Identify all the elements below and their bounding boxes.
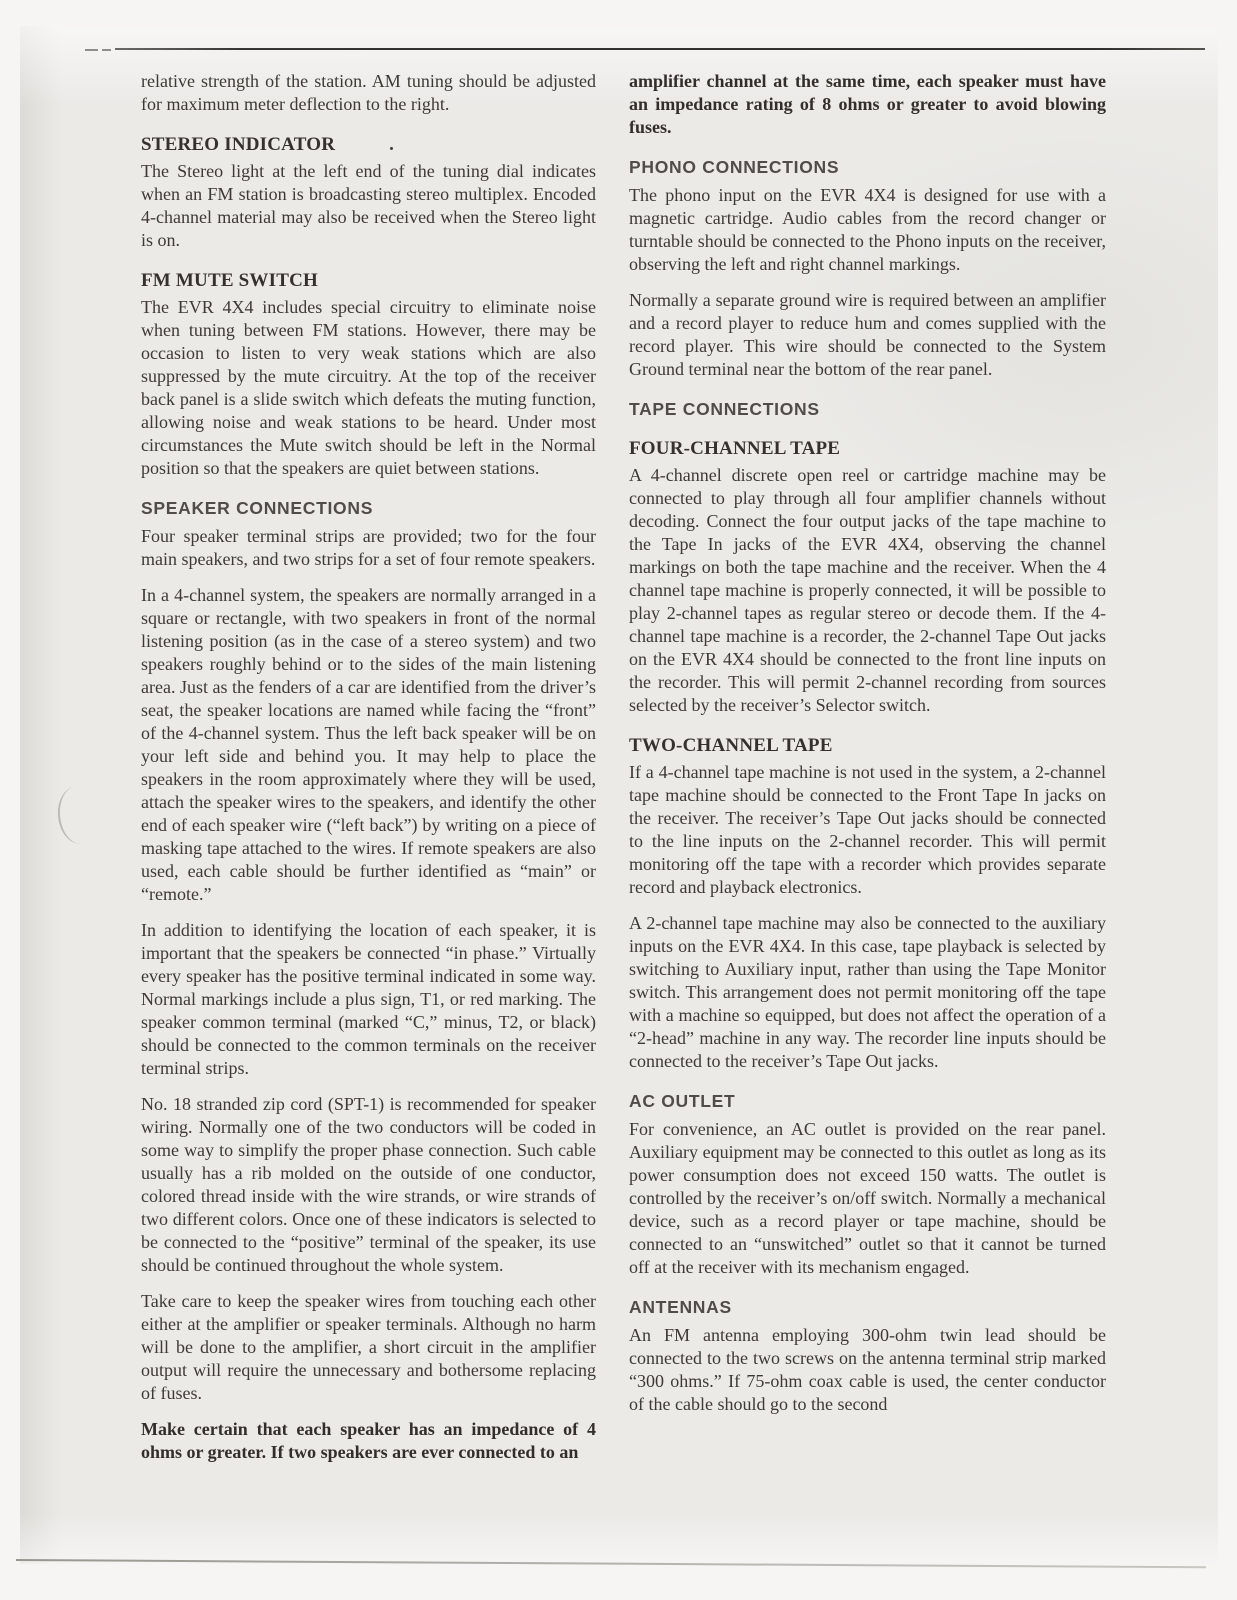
paragraph: The Stereo light at the left end of the tuning dial indicates when an FM station is broadcasting stereo multiplex. Encoded 4-channel material may also be received when the Stereo light is on. [141,161,596,250]
top-rule [115,48,1205,50]
paragraph: An FM antenna employing 300-ohm twin lead should be connected to the two screws on the antenna terminal strip marked “300 ohms.” If 75-ohm coax cable is used, the center conductor of the cable should go to the second [629,1325,1106,1414]
paragraph: The EVR 4X4 includes special circuitry to eliminate noise when tuning between FM stations. However, there may be occasion to listen to very weak stations which are also suppressed by the mute circuitry. At the top of the receiver back panel is a slide switch which defeats the muting function, allowing noise and weak stations to be heard. Under most circumstances the Mute switch should be left in the Normal position so that the speakers are quiet between stations. [141,297,596,478]
top-rule-dash [85,49,98,51]
paragraph: relative strength of the station. AM tuning should be adjusted for maximum meter deflection to the right. [141,71,596,114]
section-heading-tape-connections: TAPE CONNECTIONS [629,399,820,419]
paragraph: In a 4-channel system, the speakers are normally arranged in a square or rectangle, with two speakers in front of the normal listening position (as in the case of a stereo system) and two speakers roughly behind or to the sides of the main listening area. Just as the fenders of a car are identified from the driver’s seat, the speaker locations are named while facing the “front” of the 4-channel system. Thus the left back speaker will be on your left side and behind you. It may help to place the speakers in the room approximately where they will be used, attach the speaker wires to the speakers, and identify the other end of each speaker wire (“left back”) by writing on a piece of masking tape attached to the wires. If remote speakers are also used, each cable should be further identified as “main” or “remote.” [141,585,596,904]
section-heading-two-channel-tape: TWO-CHANNEL TAPE [629,735,833,756]
section-heading-phono-connections: PHONO CONNECTIONS [629,157,840,177]
paragraph: In addition to identifying the location of each speaker, it is important that the speakers be connected “in phase.” Virtually every speaker has the positive terminal indicated in some way. Normal markings include a plus sign, T1, or red marking. The speaker common terminal (marked “C,” minus, T2, or black) should be connected to the common terminals on the receiver terminal strips. [141,920,596,1078]
section-heading-stereo-indicator [141,133,596,156]
section-heading-four-channel-tape: FOUR-CHANNEL TAPE [629,438,841,459]
paragraph: For convenience, an AC outlet is provided on the rear panel. Auxiliary equipment may be connected to this outlet as long as its power consumption does not exceed 150 watts. The outlet is controlled by the receiver’s on/off switch. Normally a mechanical device, such as a record player or tape machine, should be connected to an “unswitched” outlet so that it cannot be turned off at the receiver with its mechanism engaged. [629,1119,1106,1277]
section-heading-ac-outlet: AC OUTLET [629,1091,736,1111]
paragraph: Take care to keep the speaker wires from touching each other either at the amplifier or speaker terminals. Although no harm will be done to the amplifier, a short circuit in the amplifier output will require the unnecessary and bothersome replacing of fuses. [141,1291,596,1403]
paragraph-bold: amplifier channel at the same time, each speaker must have an impedance rating of 8 ohms or greater to avoid blowing fuses. [629,71,1106,137]
paragraph: No. 18 stranded zip cord (SPT-1) is recommended for speaker wiring. Normally one of the two conductors will be coded in some way to simplify the proper phase connection. Such cable usually has a rib molded on the outside of one conductor, colored thread inside with the wire strands, or wire strands of two different colors. Once one of these indicators is selected to be connected to the “positive” terminal of the speaker, its use should be continued throughout the whole system. [141,1094,596,1275]
paragraph: A 2-channel tape machine may also be connected to the auxiliary inputs on the EVR 4X4. In this case, tape playback is selected by switching to Auxiliary input, rather than using the Tape Monitor switch. This arrangement does not permit monitoring off the tape with a machine so equipped, but does not affect the operation of a “2-head” machine in any way. The recorder line inputs should be connected to the receiver’s Tape Out jacks. [629,913,1106,1071]
stray-dot-mark: . [389,134,395,155]
top-rule-dash [102,49,111,51]
section-heading-label: STEREO INDICATOR [141,134,336,155]
paragraph: Four speaker terminal strips are provided; two for the four main speakers, and two strips for a set of four remote speakers. [141,526,596,569]
section-heading-speaker-connections: SPEAKER CONNECTIONS [141,498,374,518]
section-heading-antennas: ANTENNAS [629,1297,732,1317]
paragraph: If a 4-channel tape machine is not used in the system, a 2-channel tape machine should be connected to the Front Tape In jacks on the receiver. The receiver’s Tape Out jacks should be connected to the line inputs on the 2-channel recorder. This will permit monitoring off the tape with a recorder which provides separate record and playback electronics. [629,762,1106,897]
paragraph: Normally a separate ground wire is required between an amplifier and a record player to reduce hum and comes supplied with the record player. This wire should be connected to the System Ground terminal near the bottom of the rear panel. [629,290,1106,379]
right-column [629,70,1106,1429]
paragraph: A 4-channel discrete open reel or cartridge machine may be connected to play through all four amplifier channels without decoding. Connect the four output jacks of the tape machine to the Tape In jacks of the EVR 4X4, observing the channel markings on both the tape machine and the receiver. When the 4 channel tape machine is properly connected, it will be possible to play 2-channel tapes as regular stereo or decode them. If the 4-channel tape machine is a recorder, the 2-channel Tape Out jacks on the EVR 4X4 should be connected to the front line inputs on the recorder. This will permit 2-channel recording from sources selected by the receiver’s Selector switch. [629,465,1106,715]
paragraph-bold: Make certain that each speaker has an impedance of 4 ohms or greater. If two speakers are ever connected to an [141,1419,596,1462]
paragraph: The phono input on the EVR 4X4 is designed for use with a magnetic cartridge. Audio cables from the record changer or turntable should be connected to the Phono inputs on the receiver, observing the left and right channel markings. [629,185,1106,274]
left-column [141,70,596,1477]
section-heading-fm-mute-switch: FM MUTE SWITCH [141,270,318,291]
